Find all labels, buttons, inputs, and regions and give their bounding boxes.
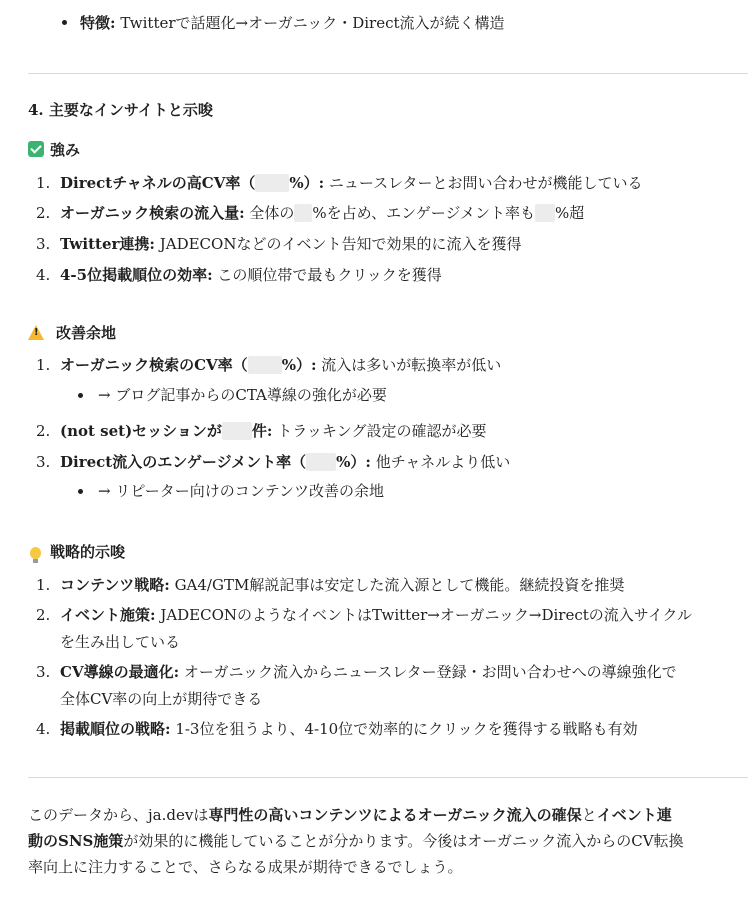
top-bullet-text: 特徴: Twitterで話題化→オーガニック・Direct流入が続く構造 [80,14,505,32]
summary-line-2: 動のSNS施策が効果的に機能していることが分かります。今後はオーガニック流入からのCV転換 [28,832,684,850]
list-number: 2. [36,606,51,624]
list-item: (not set)セッションが 件: トラッキング設定の確認が必要 [60,422,487,440]
list-item: イベント施策: JADECONのようなイベントはTwitter→オーガニック→Directの流入サイクル [60,606,692,624]
summary-line-1: このデータから、ja.devは専門性の高いコンテンツによるオーガニック流入の確保とイベント連 [28,806,672,824]
bullet-icon [62,20,67,25]
list-number: 2. [36,204,51,222]
list-item: オーガニック検索のCV率（ %）: 流入は多いが転換率が低い [60,356,502,374]
list-number: 3. [36,663,51,681]
divider [28,777,748,778]
list-number: 4. [36,720,51,738]
list-item: Twitter連携: JADECONなどのイベント告知で効果的に流入を獲得 [60,235,522,253]
list-number: 3. [36,453,51,471]
improvements-heading: !改善余地 [28,321,116,345]
check-icon [28,141,44,157]
list-item: Directチャネルの高CV率（ %）: ニュースレターとお問い合わせが機能している [60,174,643,192]
list-number: 3. [36,235,51,253]
redaction [248,356,282,374]
list-item: 4-5位掲載順位の効率: この順位帯で最もクリックを獲得 [60,266,442,284]
warning-icon [28,325,44,340]
list-item: オーガニック検索の流入量: 全体の %を占め、エンゲージメント率も %超 [60,204,585,222]
bullet-icon [78,393,83,398]
sub-bullet-text: → リピーター向けのコンテンツ改善の余地 [98,482,384,500]
list-number: 1. [36,576,51,594]
section-title: 4. 主要なインサイトと示唆 [28,101,213,119]
list-number: 1. [36,356,51,374]
list-number: 4. [36,266,51,284]
summary-line-3: 率向上に注力することで、さらなる成果が期待できるでしょう。 [28,858,463,876]
list-number: 1. [36,174,51,192]
list-item: コンテンツ戦略: GA4/GTM解説記事は安定した流入源として機能。継続投資を推奨 [60,576,625,594]
redaction [535,204,555,222]
sub-bullet-text: → ブログ記事からのCTA導線の強化が必要 [98,386,387,404]
strengths-heading: 強み [28,138,80,162]
lightbulb-icon [30,547,41,559]
redaction [222,422,252,440]
list-item: 掲載順位の戦略: 1-3位を狙うより、4-10位で効率的にクリックを獲得する戦略も有効 [60,720,638,738]
redaction [306,453,336,471]
list-number: 2. [36,422,51,440]
list-item: CV導線の最適化: オーガニック流入からニュースレター登録・お問い合わせへの導線強化で [60,663,677,681]
list-item-continuation: を生み出している [60,633,181,651]
strategy-heading: 戦略的示唆 [28,540,125,564]
redaction [294,204,312,222]
redaction [255,174,289,192]
bullet-icon [78,489,83,494]
list-item: Direct流入のエンゲージメント率（ %）: 他チャネルより低い [60,453,511,471]
divider [28,73,748,74]
list-item-continuation: 全体CV率の向上が期待できる [60,690,263,708]
